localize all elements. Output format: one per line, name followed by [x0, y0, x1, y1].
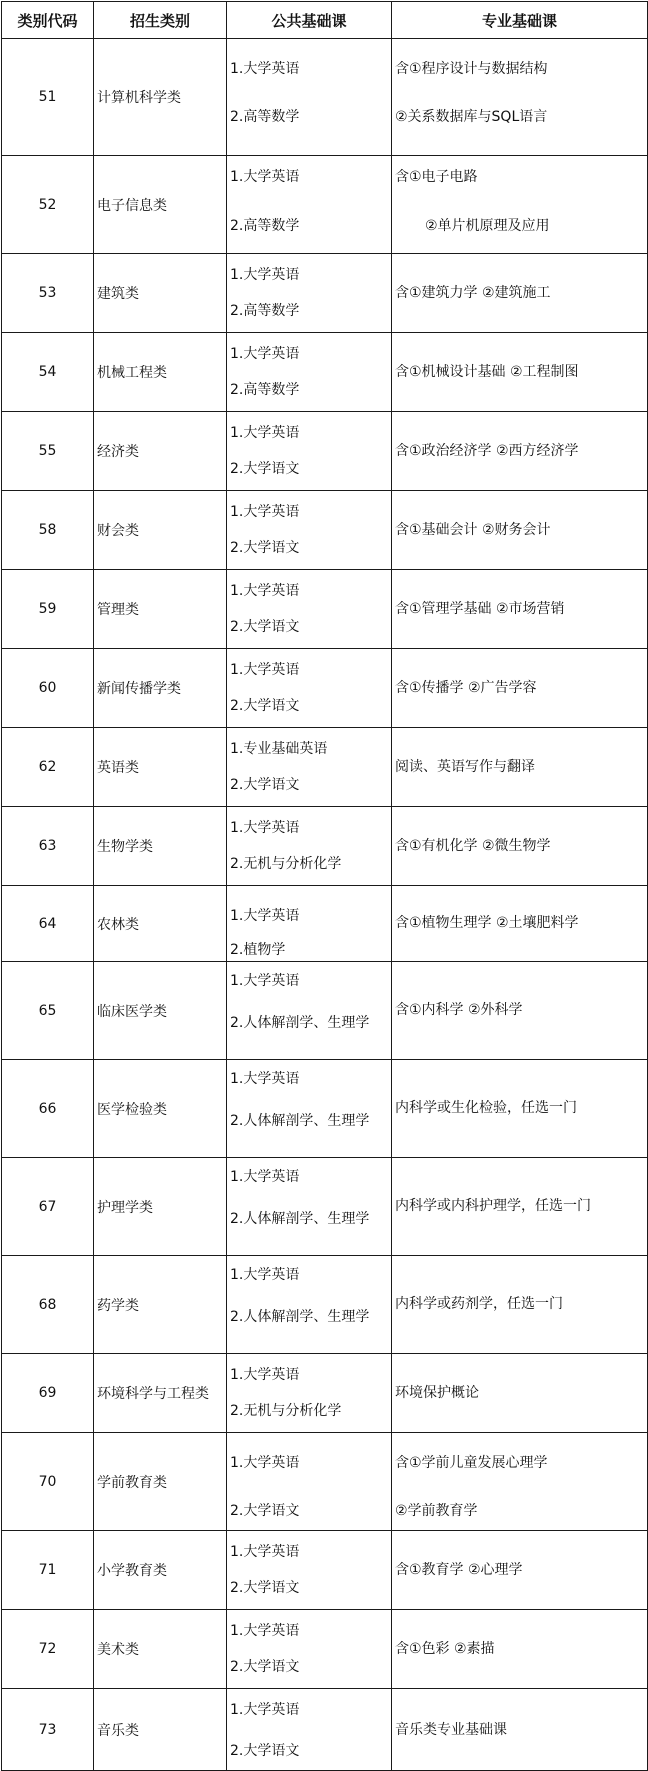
major-course-item: 含①建筑力学 ②建筑施工	[395, 285, 551, 301]
category-code: 55	[2, 412, 94, 491]
public-course-item: 1.大学英语	[230, 908, 300, 924]
public-course-item: 1.大学英语	[230, 1623, 300, 1639]
public-courses-cell	[227, 254, 392, 333]
major-courses-cell	[392, 333, 648, 412]
major-courses-cell	[392, 491, 648, 570]
major-courses-cell	[392, 156, 648, 254]
category-code: 54	[2, 333, 94, 412]
category-code: 64	[2, 886, 94, 962]
major-courses-cell	[392, 728, 648, 807]
public-course-item: 1.大学英语	[230, 267, 300, 283]
major-course-item: ②单片机原理及应用	[425, 218, 550, 234]
category-name: 管理类	[94, 570, 227, 649]
table-row	[2, 1531, 648, 1610]
category-name: 财会类	[94, 491, 227, 570]
public-courses-cell	[227, 333, 392, 412]
category-code: 59	[2, 570, 94, 649]
major-courses-cell	[392, 1158, 648, 1256]
public-course-item: 2.大学语文	[230, 540, 300, 556]
category-code: 53	[2, 254, 94, 333]
table-header-row	[2, 2, 648, 39]
public-course-item: 1.大学英语	[230, 1267, 300, 1283]
table-row	[2, 1610, 648, 1689]
header-major-courses: 专业基础课	[392, 2, 648, 39]
category-code: 71	[2, 1531, 94, 1610]
major-courses-cell	[392, 1354, 648, 1433]
public-course-item: 1.大学英语	[230, 346, 300, 362]
public-course-item: 2.大学语文	[230, 461, 300, 477]
major-course-item: 含①电子电路	[395, 169, 478, 185]
category-name: 机械工程类	[94, 333, 227, 412]
major-courses-cell	[392, 570, 648, 649]
public-course-item: 1.大学英语	[230, 504, 300, 520]
table-row	[2, 1433, 648, 1531]
public-course-item: 1.专业基础英语	[230, 741, 328, 757]
category-code: 67	[2, 1158, 94, 1256]
public-course-item: 2.高等数学	[230, 303, 300, 319]
major-courses-cell	[392, 1689, 648, 1771]
category-code: 72	[2, 1610, 94, 1689]
public-course-item: 1.大学英语	[230, 61, 300, 77]
category-code: 63	[2, 807, 94, 886]
category-code: 62	[2, 728, 94, 807]
category-name: 电子信息类	[94, 156, 227, 254]
public-courses-cell	[227, 962, 392, 1060]
public-courses-cell	[227, 491, 392, 570]
major-course-item: 内科学或药剂学，任选一门	[395, 1296, 563, 1312]
table-row	[2, 728, 648, 807]
major-course-item: 含①管理学基础 ②市场营销	[395, 601, 565, 617]
public-course-item: 2.高等数学	[230, 109, 300, 125]
public-course-item: 2.无机与分析化学	[230, 1403, 342, 1419]
public-course-item: 2.人体解剖学、生理学	[230, 1113, 370, 1129]
major-course-item: ②关系数据库与SQL语言	[395, 109, 548, 125]
public-courses-cell	[227, 1256, 392, 1354]
public-course-item: 1.大学英语	[230, 1702, 300, 1718]
major-course-item: 音乐类专业基础课	[395, 1722, 507, 1738]
category-name: 农林类	[94, 886, 227, 962]
category-name: 环境科学与工程类	[94, 1354, 227, 1433]
major-course-item: 含①政治经济学 ②西方经济学	[395, 443, 579, 459]
public-courses-cell	[227, 412, 392, 491]
category-code: 66	[2, 1060, 94, 1158]
major-course-item: 含①机械设计基础 ②工程制图	[395, 364, 579, 380]
public-course-item: 1.大学英语	[230, 1544, 300, 1560]
public-courses-cell	[227, 1689, 392, 1771]
public-course-item: 2.人体解剖学、生理学	[230, 1309, 370, 1325]
category-code: 73	[2, 1689, 94, 1771]
major-course-item: 含①植物生理学 ②土壤肥料学	[395, 915, 579, 931]
table-row	[2, 254, 648, 333]
category-name: 经济类	[94, 412, 227, 491]
table-row	[2, 649, 648, 728]
major-courses-cell	[392, 1433, 648, 1531]
public-course-item: 2.大学语文	[230, 1743, 300, 1759]
public-course-item: 1.大学英语	[230, 1367, 300, 1383]
table-row	[2, 333, 648, 412]
public-courses-cell	[227, 1433, 392, 1531]
table-row	[2, 807, 648, 886]
category-code: 58	[2, 491, 94, 570]
public-course-item: 1.大学英语	[230, 662, 300, 678]
public-course-item: 1.大学英语	[230, 425, 300, 441]
public-courses-cell	[227, 570, 392, 649]
major-course-item: 含①内科学 ②外科学	[395, 1002, 523, 1018]
public-course-item: 1.大学英语	[230, 1071, 300, 1087]
major-course-item: 环境保护概论	[395, 1385, 479, 1401]
public-course-item: 1.大学英语	[230, 169, 300, 185]
table-row	[2, 962, 648, 1060]
category-name: 建筑类	[94, 254, 227, 333]
category-name: 临床医学类	[94, 962, 227, 1060]
major-courses-cell	[392, 1256, 648, 1354]
table-row	[2, 39, 648, 156]
public-course-item: 1.大学英语	[230, 583, 300, 599]
public-course-item: 2.高等数学	[230, 218, 300, 234]
table-row	[2, 1689, 648, 1771]
public-course-item: 2.大学语文	[230, 777, 300, 793]
table-row	[2, 570, 648, 649]
major-courses-cell	[392, 1610, 648, 1689]
category-code: 51	[2, 39, 94, 156]
major-courses-cell	[392, 1531, 648, 1610]
public-courses-cell	[227, 728, 392, 807]
major-course-item: 含①有机化学 ②微生物学	[395, 838, 551, 854]
category-name: 护理学类	[94, 1158, 227, 1256]
public-courses-cell	[227, 886, 392, 962]
public-course-item: 1.大学英语	[230, 973, 300, 989]
major-courses-cell	[392, 886, 648, 962]
major-courses-cell	[392, 1060, 648, 1158]
major-courses-cell	[392, 649, 648, 728]
table-row	[2, 1158, 648, 1256]
category-name: 计算机科学类	[94, 39, 227, 156]
public-course-item: 2.高等数学	[230, 382, 300, 398]
category-name: 美术类	[94, 1610, 227, 1689]
public-courses-cell	[227, 1158, 392, 1256]
public-course-item: 2.大学语文	[230, 619, 300, 635]
public-course-item: 2.人体解剖学、生理学	[230, 1211, 370, 1227]
public-course-item: 1.大学英语	[230, 820, 300, 836]
category-name: 新闻传播学类	[94, 649, 227, 728]
public-courses-cell	[227, 156, 392, 254]
major-course-item: 含①教育学 ②心理学	[395, 1562, 523, 1578]
header-public-courses: 公共基础课	[227, 2, 392, 39]
category-name: 音乐类	[94, 1689, 227, 1771]
public-course-item: 2.无机与分析化学	[230, 856, 342, 872]
major-course-item: ②学前教育学	[395, 1503, 478, 1519]
category-name: 医学检验类	[94, 1060, 227, 1158]
public-courses-cell	[227, 649, 392, 728]
public-course-item: 2.大学语文	[230, 1503, 300, 1519]
public-course-item: 2.大学语文	[230, 698, 300, 714]
major-course-item: 含①学前儿童发展心理学	[395, 1455, 548, 1471]
table-row	[2, 1354, 648, 1433]
major-course-item: 含①色彩 ②素描	[395, 1641, 495, 1657]
table-row	[2, 491, 648, 570]
category-code: 68	[2, 1256, 94, 1354]
category-name: 生物学类	[94, 807, 227, 886]
public-courses-cell	[227, 1060, 392, 1158]
major-courses-cell	[392, 807, 648, 886]
public-course-item: 2.大学语文	[230, 1659, 300, 1675]
public-courses-cell	[227, 1531, 392, 1610]
major-course-item: 阅读、英语写作与翻译	[395, 759, 535, 775]
header-code: 类别代码	[2, 2, 94, 39]
major-courses-cell	[392, 962, 648, 1060]
public-course-item: 2.人体解剖学、生理学	[230, 1015, 370, 1031]
major-course-item: 内科学或生化检验，任选一门	[395, 1100, 577, 1116]
category-name: 学前教育类	[94, 1433, 227, 1531]
major-courses-cell	[392, 39, 648, 156]
major-course-item: 含①传播学 ②广告学容	[395, 680, 537, 696]
major-course-item: 含①程序设计与数据结构	[395, 61, 548, 77]
public-courses-cell	[227, 1354, 392, 1433]
category-code: 65	[2, 962, 94, 1060]
category-code: 70	[2, 1433, 94, 1531]
public-course-item: 1.大学英语	[230, 1169, 300, 1185]
table-row	[2, 412, 648, 491]
category-code: 60	[2, 649, 94, 728]
table-row	[2, 886, 648, 962]
category-code: 52	[2, 156, 94, 254]
public-courses-cell	[227, 807, 392, 886]
course-table	[1, 1, 648, 1771]
category-code: 69	[2, 1354, 94, 1433]
public-courses-cell	[227, 39, 392, 156]
public-course-item: 1.大学英语	[230, 1455, 300, 1471]
public-course-item: 2.植物学	[230, 942, 286, 958]
major-course-item: 内科学或内科护理学，任选一门	[395, 1198, 591, 1214]
category-name: 小学教育类	[94, 1531, 227, 1610]
public-courses-cell	[227, 1610, 392, 1689]
major-courses-cell	[392, 412, 648, 491]
major-courses-cell	[392, 254, 648, 333]
header-category: 招生类别	[94, 2, 227, 39]
table-row	[2, 156, 648, 254]
major-course-item: 含①基础会计 ②财务会计	[395, 522, 551, 538]
category-name: 英语类	[94, 728, 227, 807]
table-row	[2, 1256, 648, 1354]
table-row	[2, 1060, 648, 1158]
public-course-item: 2.大学语文	[230, 1580, 300, 1596]
category-name: 药学类	[94, 1256, 227, 1354]
